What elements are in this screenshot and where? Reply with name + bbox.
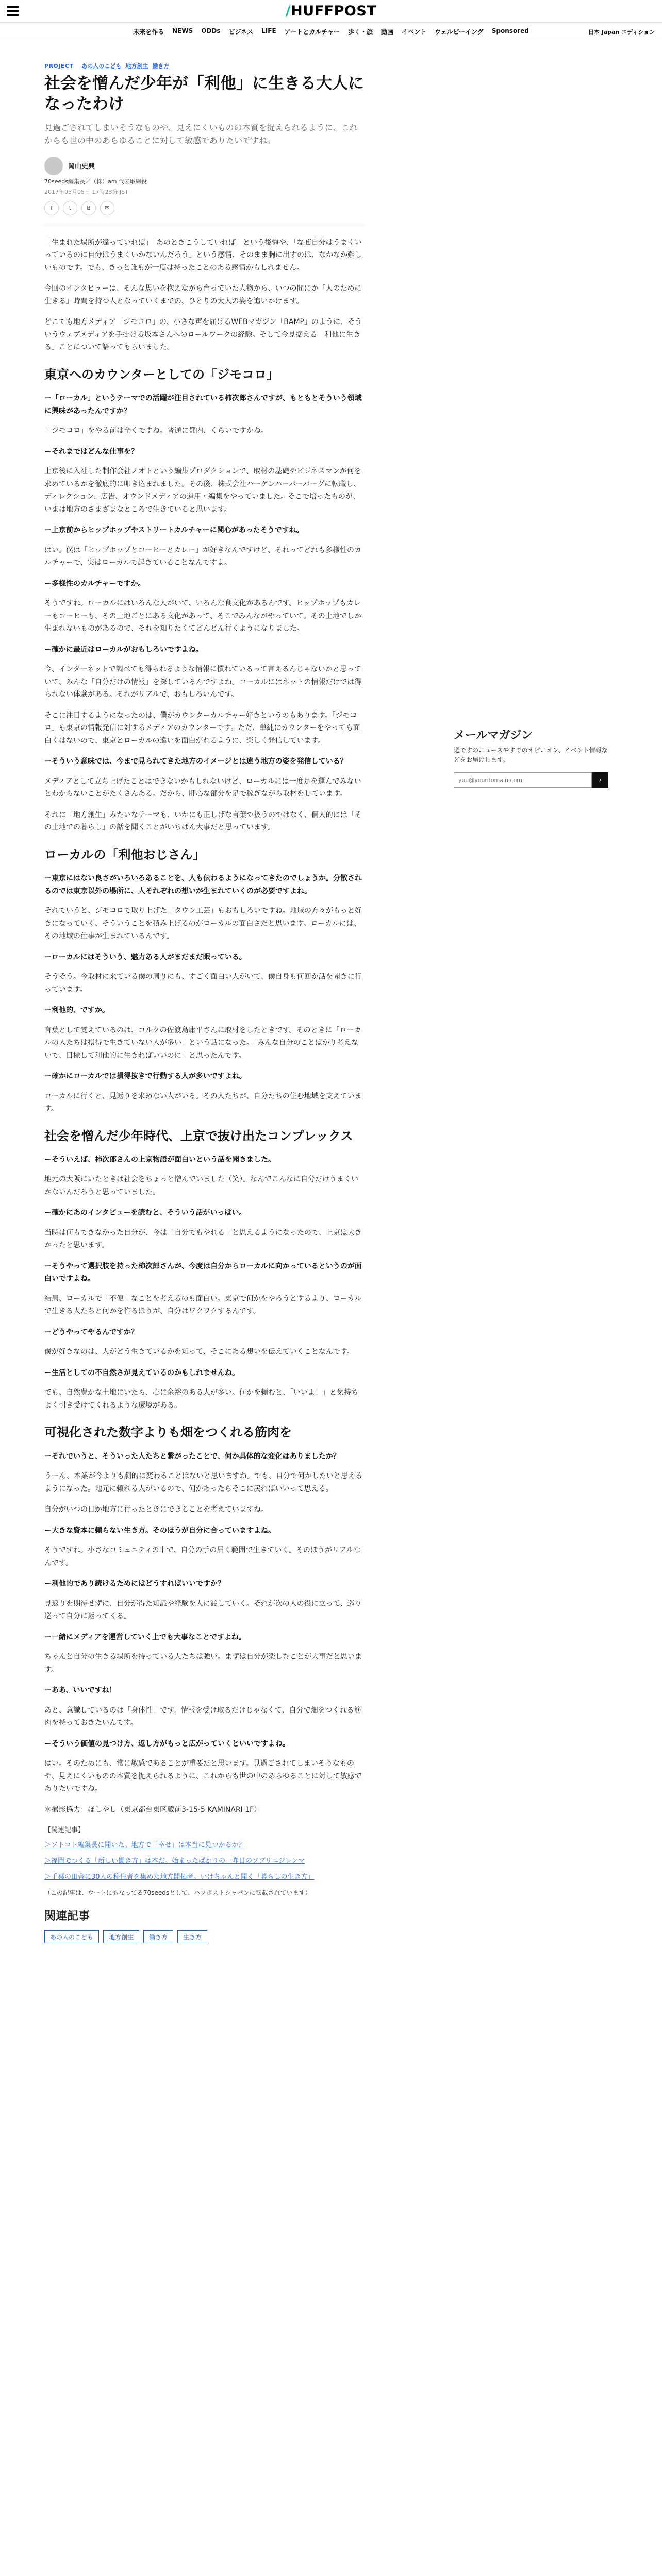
interview-question: ーそういう意味では、今まで見られてきた地方のイメージとは違う地方の姿を発信している？	[44, 757, 347, 766]
author-avatar[interactable]	[44, 157, 63, 175]
newsletter-signup	[454, 726, 608, 788]
bottom-tags	[44, 1930, 364, 1943]
twitter-share-icon[interactable]: t	[63, 201, 77, 215]
section-heading: ローカルの「利他おじさん」	[44, 847, 205, 862]
body-paragraph: 上京後に入社した制作会社ノオトという編集プロダクションで、取材の基礎やビジネスマンが何を求めているかを徹底的に叩き込まれました。その後、株式会社ハーゲンハーパーパーグに転職し、ディレクション、広告、オウンドメディアの運用・編集をやっていました。そこで培ったものが、いまは地方のさまざまなところで生きていると思います。	[44, 467, 361, 514]
interview-question: ー「ローカル」というテーマでの活躍が注目されている柿次郎さんですが、もともとそういう領域に興味があったんですか？	[44, 394, 362, 415]
nav-item[interactable]: NEWS	[172, 27, 193, 35]
related-label: 【関連記事】	[44, 1826, 85, 1835]
interview-question: ー確かにあのインタビューを読むと、そういう話がいっぱい。	[44, 1209, 246, 1217]
edition-selector[interactable]: 日本 Japan エディション	[588, 29, 655, 36]
site-logo[interactable]: /HUFFPOST	[285, 3, 377, 19]
related-article-link[interactable]: ＞福岡でつくる「新しい働き方」は本だ。始まったばかりの一昨日のソブリエジレンマ	[44, 1857, 305, 1866]
body-paragraph: 「ジモコロ」をやる前は全くですね。普通に都内、くらいですかね。	[44, 427, 268, 435]
body-paragraph: はい。僕は「ヒップホップとコーヒーとカレー」が好きなんですけど、それってどれも多様性のカルチャーで、実はローカルで起きていることなんですよ。	[44, 546, 362, 567]
body-paragraph: それでいうと、ジモコロで取り上げた「タウン工芸」もおもしろいですね。地域の方々がもっと好きになっていく、そういうことを積み上げるのがローカルの面白さだと思います。ローカルには、その地域の仕事が生まれているんです。	[44, 907, 362, 941]
nav-item[interactable]: アートとカルチャー	[284, 28, 340, 36]
body-paragraph: あと、意識しているのは「身体性」です。情報を受け取るだけじゃなくて、自分で畑をつくれる筋肉を持っておきたいんです。	[44, 1706, 361, 1727]
email-share-icon[interactable]: ✉	[100, 201, 114, 215]
article-intro	[44, 236, 364, 354]
top-tags	[81, 63, 173, 70]
nav-items	[133, 27, 529, 36]
category-label[interactable]: PROJECT	[44, 63, 74, 70]
author-role: 70seeds編集長／（株）am 代表取締役	[44, 178, 147, 185]
body-paragraph: ちゃんと自分の生きる場所を持っている人たちは強い。まずは自分が楽しむことが大事だと思います。	[44, 1653, 362, 1674]
interview-question: ー利他的、ですか。	[44, 1006, 109, 1015]
body-paragraph: 「生まれた場所が違っていれば」「あのときこうしていれば」という後悔や、「なぜ自分はうまくいっているのに自分はうまくいかないんだろう」という感情、そのまま胸に出すのは、なかなか難しいものです。でも、きっと誰もが一度は持ったことのある感情かもしれません。	[44, 238, 362, 272]
body-paragraph: そうそう。今取材に来ている僕の周りにも、すごく面白い人がいて、僕自身も何回か話を聞きに行っています。	[44, 973, 362, 994]
section-heading: 可視化された数字よりも畑をつくれる筋肉を	[44, 1425, 292, 1440]
menu-icon[interactable]	[7, 6, 19, 16]
body-paragraph: うーん、本業が今よりも劇的に変わることはないと思いますね。でも、自分で何かしたいと思えるようになった。地元に頼れる人がいるので、何かあったらそこに戻ればいいって思える。	[44, 1472, 362, 1493]
interview-question: ー生活としての不自然さが見えているのかもしれませんね。	[44, 1368, 239, 1377]
interview-question: ーそれまではどんな仕事を？	[44, 447, 138, 456]
interview-question: ー確かに最近はローカルがおもしろいですよね。	[44, 645, 203, 654]
interview-question: ー東京にはない良さがいろいろあることを、人も伝わるようになってきたのでしょうか。分散されるのでは東京以外の場所に、人それぞれの想いが生まれていくのが必要ですよね。	[44, 874, 362, 895]
body-paragraph: はい。そのためにも、常に敏感であることが重要だと思います。見過ごされてしまいそうなものや、見えにくいものの本質を捉えられるように、これからも世の中のあらゆることに対して敏感でありたいですね。	[44, 1759, 362, 1793]
body-paragraph: 見返りを期待せずに、自分が得た知識や経験を人に渡していく。それが次の人の役に立って、巡り巡って自分に返ってくる。	[44, 1599, 362, 1621]
interview-question: ーああ、いいですね！	[44, 1686, 117, 1695]
primary-nav	[0, 23, 662, 41]
interview-question: ーそうやって選択肢を持った柿次郎さんが、今度は自分からローカルに向かっているというのが面白いですよね。	[44, 1262, 362, 1283]
newsletter-title: メールマガジン	[454, 729, 533, 742]
interview-question: ー一緒にメディアを運営していく上でも大事なことですよね。	[44, 1633, 246, 1641]
body-paragraph: 結局、ローカルで「不便」なことを考えるのも面白い。東京で何かをやろうとするより、ローカルで生きる人たちと何かを作るほうが、自分はワクワクするんです。	[44, 1294, 362, 1316]
body-paragraph: そうですね。ローカルにはいろんな人がいて、いろんな食文化があるんです。ヒップホップもカレーもコーヒーも、その土地ごとにある文化があって、そこでみんながやっていて。その土地でしか生まれないものがあるので、それを知りたくてどんどん行くようになりました。	[44, 599, 361, 633]
topic-tag-link[interactable]: 働き方	[152, 63, 170, 70]
body-paragraph: 当時は何もできなかった自分が、今は「自分でもやれる」と思えるようになったので、上京は大きかったと思います。	[44, 1228, 362, 1250]
article-body	[44, 366, 364, 1817]
body-paragraph: 言葉として覚えているのは、コルクの佐渡島庸平さんに取材をしたときです。そのときに「ローカルの人たちは損得で生きていない人が多い」という話になった。「みんな自分のことばかり考えないで、目標して利他的に生きればいいのに」と思ったんです。	[44, 1026, 361, 1060]
article	[44, 62, 364, 1943]
author-name[interactable]: 岡山史興	[68, 163, 95, 171]
interview-question: ー多様性のカルチャーですか。	[44, 579, 145, 588]
body-paragraph: そこに注目するようになったのは、僕がカウンターカルチャー好きというのもあります。「ジモコロ」も東京の情報発信に対するメディアのカウンターです。ただ、単純にカウンターをやっても面白くはないので、東京とローカルの違いを面白がれるように、楽しく発信しています。	[44, 711, 360, 745]
interview-question: ーそういえば、柿次郎さんの上京物語が面白いという話を聞きました。	[44, 1155, 275, 1164]
article-subtitle: 見過ごされてしまいそうなものや、見えにくいものの本質を捉えられるように、これからも世の中のあらゆることに対して敏感でありたいですね。	[44, 122, 358, 146]
nav-item[interactable]: ビジネス	[228, 28, 254, 36]
topic-tag-link[interactable]: 地方創生	[125, 63, 148, 70]
related-heading: 関連記事	[44, 1910, 90, 1923]
body-paragraph: 自分がいつの日か地方に行ったときにできることを考えていますね。	[44, 1505, 268, 1514]
nav-item[interactable]: イベント	[401, 28, 426, 36]
interview-question: ーローカルにはそういう、魅力ある人がまだまだ眠っている。	[44, 953, 246, 961]
body-paragraph: ローカルに行くと、見返りを求めない人がいる。その人たちが、自分たちの住む地域を支えています。	[44, 1092, 362, 1113]
related-article-link[interactable]: ＞ソトコト編集長に聞いた。地方で「幸せ」は本当に見つかるか？	[44, 1841, 245, 1850]
newsletter-form	[454, 772, 608, 788]
newsletter-subtitle: 週ですのニュースやすでのオピニオン、イベント情報などをお届けします。	[454, 747, 608, 764]
topic-tag-chip[interactable]: あの人のこども	[44, 1930, 99, 1943]
topic-tag-link[interactable]: あの人のこども	[81, 63, 122, 70]
site-header	[0, 0, 662, 23]
nav-item[interactable]: 動画	[380, 28, 393, 36]
interview-question: ー大きな資本に頼らない生き方。そのほうが自分に合っていますよね。	[44, 1526, 275, 1535]
nav-item[interactable]: ウェルビーイング	[435, 28, 484, 36]
article-title: 社会を憎んだ少年が「利他」に生きる大人になったわけ	[44, 74, 364, 114]
body-paragraph: でも、自然豊かな土地にいたら、心に余裕のある人が多い。何かを頼むと、「いいよ！」と気持ちよく引き受けてくれるような環境がある。	[44, 1388, 358, 1410]
interview-question: ーそれでいうと、そういった人たちと繋がったことで、何か具体的な変化はありましたか？	[44, 1452, 340, 1461]
interview-question: ー確かにローカルでは損得抜きで行動する人が多いですよね。	[44, 1072, 246, 1081]
share-buttons	[44, 201, 364, 215]
article-category-line	[44, 62, 364, 70]
author-block	[44, 157, 364, 175]
interview-question: ーそういう価値の見つけ方、返し方がもっと広がっていくといいですよね。	[44, 1739, 290, 1748]
nav-item[interactable]: LIFE	[261, 27, 276, 35]
body-paragraph: 今、インターネットで調べても得られるような情報に慣れているって言えるんじゃないかと思っていて、みんな「自分だけの情報」を探しているんですよね。ローカルにはネットの情報だけでは得られない体験がある。それがリアルで、おもしろいんです。	[44, 665, 362, 699]
body-paragraph: それに「地方創生」みたいなテーマも、いかにも正しげな言葉で扱うのではなく、個人的には「その土地での暮らし」の話を聞くことがいちばん大事だと思っています。	[44, 810, 362, 832]
interview-question: ー上京前からヒップホップやストリートカルチャーに関心があったそうですね。	[44, 526, 304, 535]
interview-question: ーどうやってやるんですか？	[44, 1328, 138, 1336]
body-paragraph: 僕が好きなのは、人がどう生きているかを知って、そこにある想いを伝えていくことなんです。	[44, 1348, 354, 1357]
dateline: 2017年05月05日 17時23分 JST	[44, 188, 128, 195]
body-paragraph: 今回のインタビューは、そんな思いを抱えながら育っていた人物から、いつの間にか「人のために生きる」時間を持つ人となっていくまでの、ひとりの大人の姿を追いかけます。	[44, 284, 362, 306]
article-note: （この記事は、ウートにもなってる70seedsとして、ハフポストジャパンに転載されています）	[44, 1889, 311, 1897]
bookmark-share-icon[interactable]: B	[81, 201, 96, 215]
section-heading: 社会を憎んだ少年時代、上京で抜け出たコンプレックス	[44, 1128, 353, 1143]
body-paragraph: どこでも地方メディア「ジモコロ」の、小さな声を届けるWEBマガジン「BAMP」のように、そういうウェブメディアを手掛ける坂本さんへのロールワークの経験。そして今見据える「利他に生きる」ことについて語ってもらいました。	[44, 318, 362, 352]
newsletter-email-input[interactable]	[454, 772, 592, 788]
nav-item[interactable]: ODDs	[201, 27, 221, 35]
newsletter-submit-button[interactable]: ›	[592, 772, 608, 788]
section-heading: 東京へのカウンターとしての「ジモコロ」	[44, 367, 279, 382]
related-article-link[interactable]: ＞千葉の田舎に30人の移住者を集めた地方開拓者。いけちゃんと聞く「暮らしの生き方」	[44, 1873, 315, 1882]
topic-tag-chip[interactable]: 生き方	[177, 1930, 207, 1943]
facebook-share-icon[interactable]: f	[44, 201, 59, 215]
body-paragraph: 地元の大阪にいたときは社会をちょっと憎んでいました（笑）。なんでこんなに自分だけうまくいかないんだろうと思っていました。	[44, 1175, 358, 1196]
topic-tag-chip[interactable]: 働き方	[143, 1930, 173, 1943]
body-paragraph: メディアとして立ち上げたことはできないかもしれないけど、ローカルには一度足を運んでみないとわからないことがたくさんある。だから、肝心な部分を足で稼ぎながら取材をしています。	[44, 777, 361, 799]
nav-item[interactable]: 歩く・旅	[347, 28, 373, 36]
nav-item[interactable]: Sponsored	[491, 27, 529, 35]
interview-question: ー利他的であり続けるためにはどうすればいいですか？	[44, 1580, 225, 1588]
nav-item[interactable]: 未来を作る	[133, 28, 164, 36]
body-paragraph: ＊撮影協力：ほしやし（東京都台東区蔵前3-15-5 KAMINARI 1F）	[44, 1805, 261, 1814]
related-links	[44, 1839, 364, 1881]
topic-tag-chip[interactable]: 地方創生	[103, 1930, 139, 1943]
body-paragraph: そうですね。小さなコミュニティの中で、自分の手の届く範囲で生きていく。そのほうがリアルなんです。	[44, 1546, 361, 1567]
